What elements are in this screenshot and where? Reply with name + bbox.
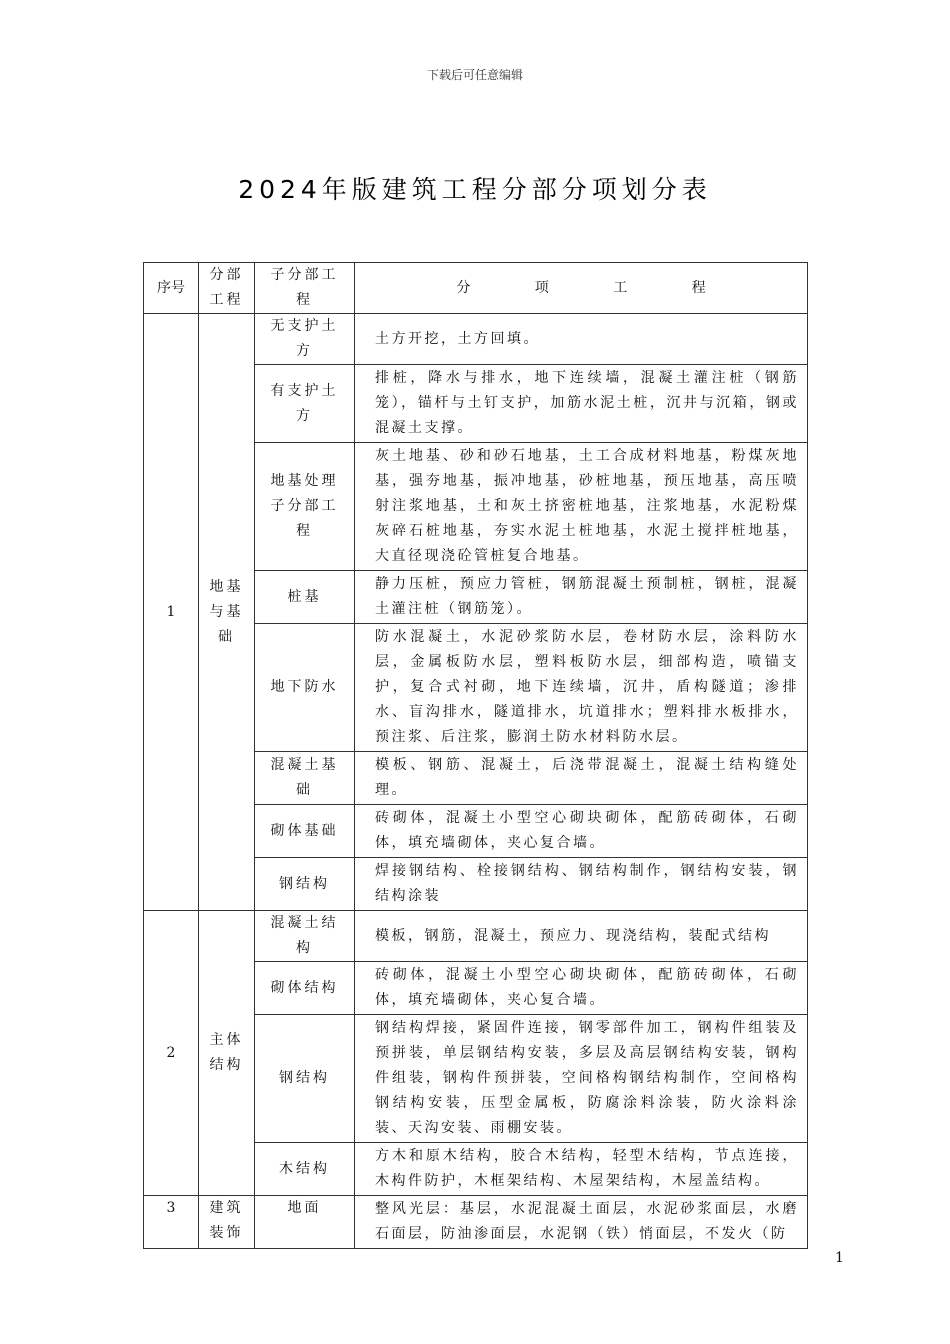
subdivision-cell: 混凝土基础: [255, 752, 355, 805]
items-cell: 灰土地基、砂和砂石地基，土工合成材料地基，粉煤灰地基，强夯地基，振冲地基，砂桩地基，预压地基，高压喷射注浆地基，土和灰土挤密桩地基，注浆地基，水泥粉煤灰碎石桩地基，夯实水泥土桩地基，水泥土搅拌桩地基，大直径现浇砼管桩复合地基。: [355, 443, 808, 571]
items-cell: 方木和原木结构，胶合木结构，轻型木结构，节点连接，木构件防护，木框架结构、木屋架结构，木屋盖结构。: [355, 1143, 808, 1196]
group-index: 3: [144, 1196, 199, 1249]
subdivision-cell: 地下防水: [255, 624, 355, 752]
subdivision-cell: 木结构: [255, 1143, 355, 1196]
items-cell: 整风光层：基层，水泥混凝土面层，水泥砂浆面层，水磨石面层，防油渗面层，水泥钢（铁）悄面层，不发火（防: [355, 1196, 808, 1249]
items-cell: 焊接钢结构、栓接钢结构、钢结构制作，钢结构安装，钢结构涂装: [355, 858, 808, 911]
items-cell: 砖砌体，混凝土小型空心砌块砌体，配筋砖砌体，石砌体，填充墙砌体，夹心复合墙。: [355, 805, 808, 858]
items-cell: 砖砌体，混凝土小型空心砌块砌体，配筋砖砌体，石砌体，填充墙砌体，夹心复合墙。: [355, 962, 808, 1015]
header-subdivision: 子分部工程: [255, 263, 355, 314]
subdivision-cell: 砌体结构: [255, 962, 355, 1015]
items-cell: 模板、钢筋、混凝土，后浇带混凝土，混凝土结构缝处理。: [355, 752, 808, 805]
subdivision-cell: 有支护土方: [255, 365, 355, 443]
group-division: 地基与基础: [199, 314, 255, 911]
items-cell: 静力压桩，预应力管桩，钢筋混凝土预制桩，钢桩，混凝土灌注桩（钢筋笼）。: [355, 571, 808, 624]
subdivision-cell: 混凝土结构: [255, 911, 355, 962]
group-index: 2: [144, 911, 199, 1196]
header-note: 下载后可任意编辑: [426, 68, 523, 82]
subdivision-cell: 钢结构: [255, 858, 355, 911]
subdivision-cell: 钢结构: [255, 1015, 355, 1143]
header-items: [355, 263, 808, 314]
subdivision-cell: 地面: [255, 1196, 355, 1249]
subdivision-cell: 地基处理子分部工程: [255, 443, 355, 571]
items-cell: 排桩，降水与排水，地下连续墙，混凝土灌注桩（钢筋笼），锚杆与土钉支护，加筋水泥土桩，沉井与沉箱，钢或混凝土支撑。: [355, 365, 808, 443]
header-items-word: 工: [613, 279, 628, 296]
header-items-word: 程: [691, 279, 706, 296]
items-cell: 模板，钢筋，混凝土，预应力、现浇结构，装配式结构: [355, 911, 808, 962]
group-index: 1: [144, 314, 199, 911]
group-division: 主体结构: [199, 911, 255, 1196]
header-index: 序号: [144, 263, 199, 314]
table-row: [144, 911, 808, 962]
page-number: 1: [835, 1250, 844, 1266]
header-items-word: 分: [456, 279, 471, 296]
header-division: 分部工程: [199, 263, 255, 314]
items-cell: 土方开挖，土方回填。: [355, 314, 808, 365]
group-division: 建筑装饰: [199, 1196, 255, 1249]
table-header-row: [144, 263, 808, 314]
subdivision-cell: 砌体基础: [255, 805, 355, 858]
subdivision-cell: 无支护土方: [255, 314, 355, 365]
division-table: [143, 262, 808, 1249]
header-items-word: 项: [534, 279, 549, 296]
table-row: [144, 1196, 808, 1249]
table-row: [144, 314, 808, 365]
page-title: 2024年版建筑工程分部分项划分表: [238, 175, 712, 204]
items-cell: 防水混凝土，水泥砂浆防水层，卷材防水层，涂料防水层，金属板防水层，塑料板防水层，细部构造，喷锚支护，复合式衬砌，地下连续墙，沉井，盾构隧道；渗排水、盲沟排水，隧道排水，坑道排水；塑料排水板排水，预注浆、后注浆，膨润土防水材料防水层。: [355, 624, 808, 752]
subdivision-cell: 桩基: [255, 571, 355, 624]
items-cell: 钢结构焊接，紧固件连接，钢零部件加工，钢构件组装及预拼装，单层钢结构安装，多层及高层钢结构安装，钢构件组装，钢构件预拼装，空间格构钢结构制作，空间格构钢结构安装，压型金属板，防腐涂料涂装，防火涂料涂装、天沟安装、雨棚安装。: [355, 1015, 808, 1143]
